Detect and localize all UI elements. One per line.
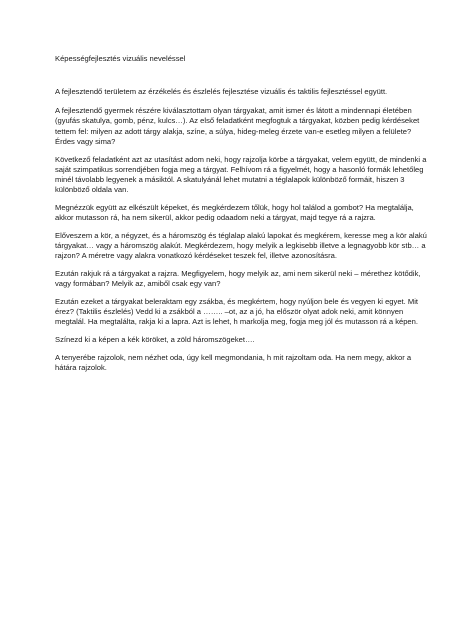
- paragraph-4: Megnézzük együtt az elkészült képeket, és megkérdezem tőlük, hogy hol találod a gombot? Ha megtalálja, akkor mutasson rá, ha nem sikerül, akkor pedig odaadom neki a tárgyat, majd tegye rá a rajzra.: [55, 202, 414, 223]
- paragraph-7: Ezután ezeket a tárgyakat beleraktam egy zsákba, és megkértem, hogy nyúljon bele és vegyen ki egyet. Mit érez? (Taktilis észlelés) Vedd ki a zsákból a …….. –ot, az a jó, ha először olyat adok neki, amit könnyen megtalál. Ha megtalálta, rakja ki a lapra. Azt is lehet, h markolja meg, fogja meg jól és mutasson rá a képen.: [55, 296, 419, 327]
- document-title: Képességfejlesztés vizuális neveléssel: [55, 54, 186, 63]
- paragraph-9: A tenyerébe rajzolok, nem nézhet oda, úgy kell megmondania, h mit rajzoltam oda. Ha nem megy, akkor a hátára rajzolok.: [55, 352, 412, 372]
- paragraph-3: Következő feladatként azt az utasítást adom neki, hogy rajzolja körbe a tárgyakat, velem együtt, de mindenki a saját szimpatikus sorrendjében fogja meg a tárgyat. Felhívom rá a figyelmét, hogy a hasonló formák lehetőleg minél távolabb legyenek a másiktól. A skatulyánál lehet mutatni a téglalapok különböző formáit, hiszen 3 különböző oldala van.: [55, 154, 427, 195]
- paragraph-5: Előveszem a kör, a négyzet, és a háromszög és téglalap alakú lapokat és megkérem, keresse meg a kör alakú tárgyakat… vagy a háromszög alakút. Megkérdezem, hogy melyik a legkisebb illetve a legnagyobb kör stb… a rajzon? A méretre vagy alakra vonatkozó kérdéseket teszek fel, illetve azonosításra.: [55, 230, 427, 261]
- paragraph-8: Színezd ki a képen a kék köröket, a zöld háromszögeket….: [55, 334, 255, 344]
- paragraph-6: Ezután rakjuk rá a tárgyakat a rajzra. Megfigyelem, hogy melyik az, ami nem sikerül neki – mérethez kötődik, vagy formában? Melyik az, amiből csak egy van?: [55, 268, 421, 289]
- document-body: [55, 54, 427, 380]
- paragraph-1: A fejlesztendő területem az érzékelés és észlelés fejlesztése vizuális és taktilis fejlesztéssel együtt.: [55, 87, 388, 96]
- paragraph-2: A fejlesztendő gyermek részére kiválasztottam olyan tárgyakat, amit ismer és látott a mindennapi életében (gyufás skatulya, gomb, pénz, kulcs…). Az első feladatként megfogtuk a tárgyakat, közben pedig kérdéseket tettem fel: milyen az adott tárgy alakja, színe, a súlya, hideg-meleg érzete van-e esetleg milyen a felülete? Érdes vagy sima?: [55, 106, 420, 146]
